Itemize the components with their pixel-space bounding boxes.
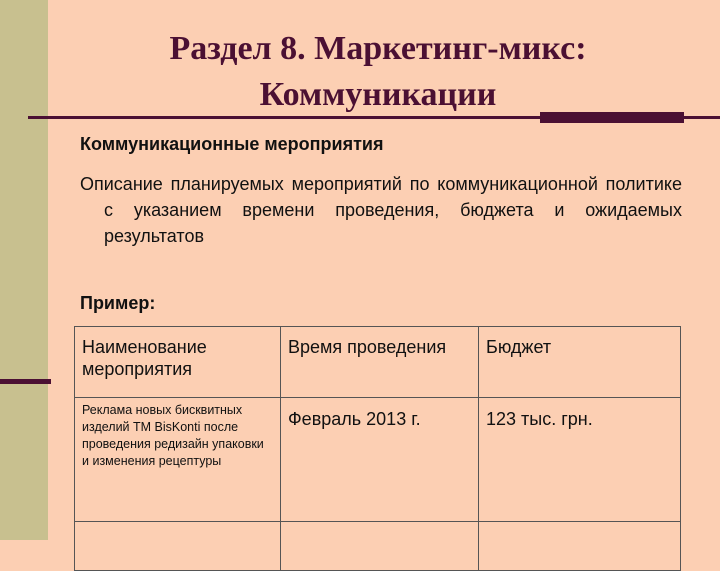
table-cell: [75, 522, 281, 571]
left-decor-accent: [0, 379, 51, 384]
header-cell-time: Время проведения: [281, 327, 479, 398]
header-cell-name: Наименование мероприятия: [75, 327, 281, 398]
title-line-2: Коммуникации: [259, 76, 497, 113]
title-underline-accent: [540, 112, 684, 123]
table-cell: Реклама новых бисквитных изделий ТМ BisKonti после проведения редизайн упаковки и изменения рецептуры: [75, 398, 281, 522]
table-row: [75, 398, 681, 522]
table-cell: [479, 522, 681, 571]
title-line-1: Раздел 8. Маркетинг-микс:: [169, 30, 587, 67]
section-subheading: Коммуникационные мероприятия: [80, 134, 384, 154]
example-label: Пример:: [80, 293, 156, 313]
table-row: [75, 522, 681, 571]
left-decor-bar: [0, 0, 48, 540]
description-text: Описание планируемых мероприятий по коммуникационной политике с указанием времени проведения, бюджета и ожидаемых результатов: [80, 174, 682, 246]
slide-title: [60, 26, 696, 118]
events-table: [74, 326, 681, 571]
table-cell: [281, 522, 479, 571]
table-header-row: [75, 327, 681, 398]
header-cell-budget: Бюджет: [479, 327, 681, 398]
table-cell: Февраль 2013 г.: [281, 398, 479, 522]
table-cell: 123 тыс. грн.: [479, 398, 681, 522]
